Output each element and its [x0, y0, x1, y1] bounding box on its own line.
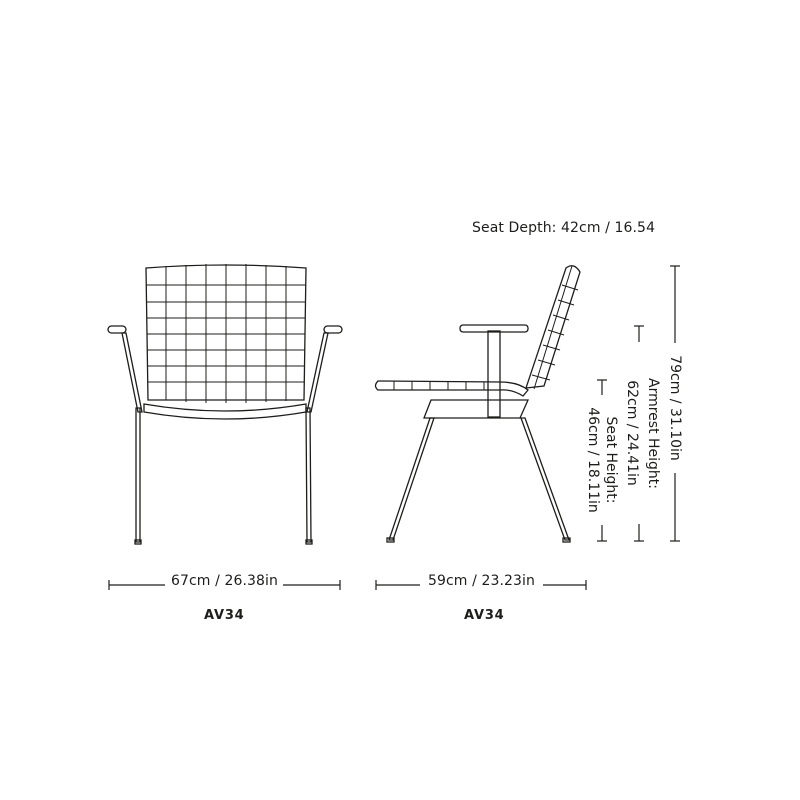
front-left-arm-support — [122, 333, 142, 412]
side-model-name: AV34 — [464, 608, 505, 623]
side-back-leg — [521, 418, 569, 540]
armrest-height-title: Armrest Height: — [645, 378, 661, 490]
front-width-label: 67cm / 26.38in — [171, 573, 279, 589]
side-backrest-weave — [532, 266, 578, 389]
front-right-arm-support — [307, 333, 328, 412]
side-seat — [376, 381, 529, 396]
seat-height-value: 46cm / 18.11in — [585, 407, 601, 513]
chair-side-view — [376, 266, 581, 542]
chair-front-view — [108, 264, 342, 544]
side-front-leg — [389, 418, 434, 540]
armrest-height-value: 62cm / 24.41in — [624, 380, 640, 486]
front-backrest-weave — [146, 264, 306, 403]
front-left-armrest — [108, 326, 126, 333]
front-model-name: AV34 — [204, 608, 245, 623]
total-height-label: 79cm / 31.10in — [667, 355, 683, 461]
front-seat — [144, 404, 306, 419]
side-arm-post — [488, 331, 500, 417]
front-right-leg — [306, 408, 311, 542]
side-depth-label: 59cm / 23.23in — [428, 573, 536, 589]
front-right-armrest — [324, 326, 342, 333]
front-left-leg — [136, 408, 140, 542]
side-frame-plate — [424, 400, 528, 418]
seat-height-title: Seat Height: — [603, 416, 619, 504]
seat-depth-label: Seat Depth: 42cm / 16.54 — [472, 220, 656, 236]
